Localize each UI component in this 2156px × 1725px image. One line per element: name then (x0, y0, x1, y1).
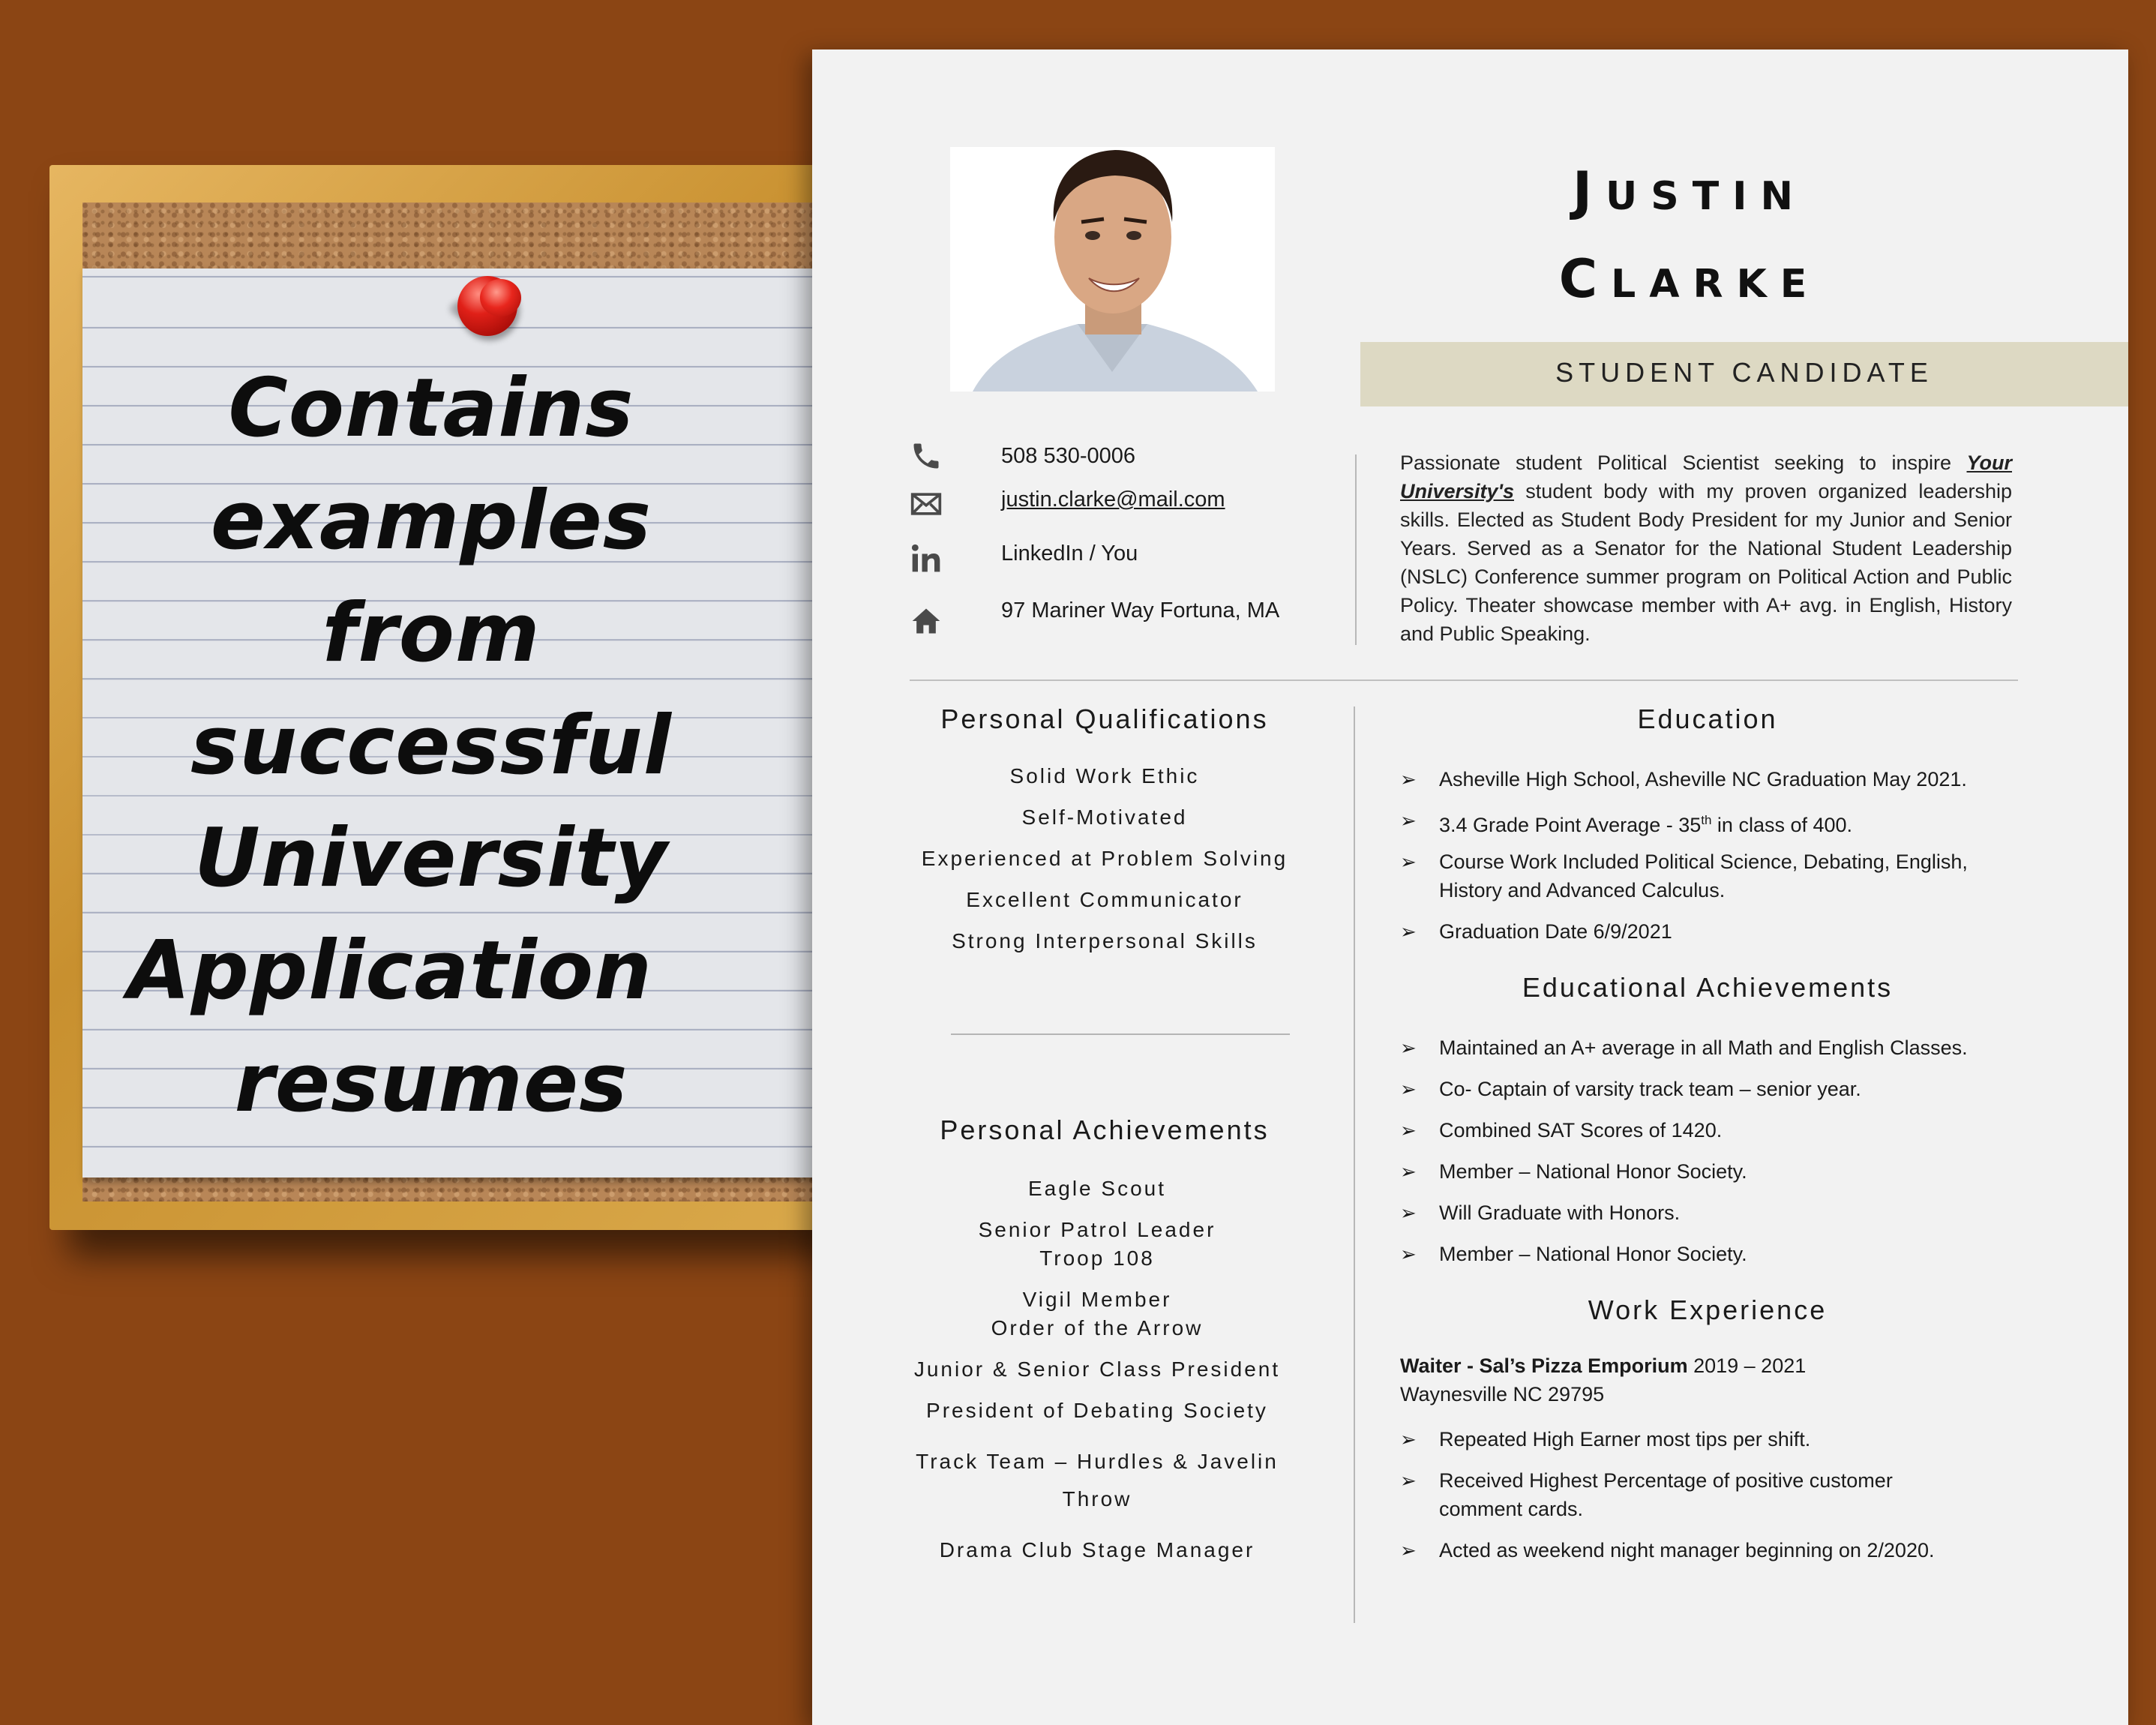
job-location: Waynesville NC 29795 (1400, 1383, 1605, 1406)
achievement-item: Order of the Arrow (991, 1316, 1204, 1340)
arrow-bullet-icon: ➢ (1400, 1202, 1417, 1224)
qualifications-heading: Personal Qualifications (940, 704, 1269, 734)
arrow-bullet-icon: ➢ (1400, 1428, 1417, 1450)
job-years: 2019 – 2021 (1687, 1354, 1807, 1377)
achievement-item: Vigil Member (1022, 1288, 1172, 1311)
email-link[interactable]: justin.clarke@mail.com (1001, 488, 1225, 512)
arrow-bullet-icon: ➢ (1400, 1469, 1417, 1492)
summary-paragraph (1400, 448, 2012, 648)
profile-photo (950, 147, 1275, 392)
qualification-item: Strong Interpersonal Skills (952, 929, 1258, 952)
arrow-bullet-icon: ➢ (1400, 1119, 1417, 1142)
arrow-bullet-icon: ➢ (1400, 1036, 1417, 1059)
arrow-bullet-icon: ➢ (1400, 920, 1417, 943)
achievement-item: Junior & Senior Class President (913, 1358, 1281, 1381)
arrow-bullet-icon: ➢ (1400, 1160, 1417, 1183)
arrow-bullet-icon: ➢ (1400, 768, 1417, 790)
achievement-item: Drama Club Stage Manager (939, 1538, 1255, 1562)
achievement-item: Throw (1062, 1487, 1132, 1510)
home-icon (910, 604, 943, 638)
contact-divider (1355, 454, 1357, 645)
section-divider (910, 680, 2018, 681)
achievement-item: President of Debating Society (926, 1399, 1268, 1422)
qualifications-list (910, 762, 1300, 968)
qualification-item: Experienced at Problem Solving (921, 847, 1288, 870)
arrow-bullet-icon: ➢ (1400, 1243, 1417, 1265)
arrow-bullet-icon: ➢ (1400, 1078, 1417, 1100)
name-last-rest: LARKE (1611, 262, 1821, 307)
candidate-name (1330, 154, 2050, 330)
achievement-item: Troop 108 (1039, 1246, 1155, 1270)
phone-icon (910, 440, 943, 472)
summary-part1: Passionate student Political Scientist seeking to inspire (1400, 452, 1967, 474)
name-first-initial: J (1572, 160, 1606, 222)
arrow-bullet-icon: ➢ (1400, 809, 1417, 832)
note-line: from (322, 586, 541, 680)
education-heading: Education (1637, 704, 1778, 734)
qualification-item: Excellent Communicator (966, 888, 1243, 911)
phone-number: 508 530-0006 (1001, 444, 1135, 468)
qualification-item: Self-Motivated (1021, 806, 1188, 829)
qualifications-underline (951, 1034, 1290, 1035)
summary-part2: student body with my proven organized leadership skills. Elected as Student Body President for my Junior and Senior Years. Served as a Senator for the National Student Leadership (NSLC) Conference summer program on Political Action and Public Policy. Theater showcase member with A+ avg. in English, History and Public Speaking. (1400, 480, 2012, 645)
summary-highlight: Your University's (1400, 452, 2012, 502)
name-first-rest: USTIN (1606, 174, 1807, 219)
note-line: Application (127, 924, 652, 1018)
arrow-bullet-icon: ➢ (1400, 1539, 1417, 1562)
work-heading: Work Experience (1588, 1294, 1828, 1325)
linkedin-icon (910, 542, 943, 574)
note-line: successful (190, 699, 672, 793)
qualification-item: Solid Work Ethic (1009, 764, 1200, 788)
pushpin-head-icon (480, 279, 521, 316)
achievement-item: Eagle Scout (1028, 1177, 1166, 1200)
address-text: 97 Mariner Way Fortuna, MA (1001, 598, 1280, 622)
note-handwritten-text (112, 352, 750, 1140)
envelope-icon (910, 488, 943, 520)
portrait-image (950, 147, 1275, 392)
note-line: resumes (234, 1036, 628, 1130)
edu-achievements-heading: Educational Achievements (1522, 972, 1894, 1003)
column-divider (1354, 706, 1355, 1623)
linkedin-text: LinkedIn / You (1001, 542, 1138, 566)
candidate-title: STUDENT CANDIDATE (1555, 357, 1933, 388)
work-job (1400, 1352, 2015, 1408)
note-line: University (194, 812, 668, 905)
resume-page: JUSTIN CLARKE STUDENT CANDIDATE 508 530-0006 justin.clarke@mail.com LinkedIn / You 97 Mariner Way Fortuna, MA Passionate student Political Scientist seeking to inspire Your University's student body with my proven organized leadership skills. Elected as Student Body President for my Junior and Senior Years. Served as a Senator for the National Student Leadership (NSLC) Conference summer program on Political Action and Public Policy. Theater showcase member with A+ avg. in English, History and Public Speaking. Personal Qualifications Solid Work Ethic Self-Motivated Experienced at Problem Solving Excellent Communicator Strong Interpersonal Skills Personal Achievements Eagle Scout Senior Patrol Leader Troop 108 Vigil Member Order of the Arrow Junior & Senior Class President President of Debating Society Track Team – Hurdles & Javelin Throw Drama Club Stage Manager Education ➢ Asheville High School, Asheville NC Graduation May 2021. ➢ 3.4 Grade Point Average - 35th in class of 400. ➢ Course Work Included Political Science, Debating, English, History and Advanced Calculus. ➢ Graduation Date 6/9/2021 Educational Achievements ➢ Maintained an A+ average in all Math and English Classes. ➢ Co- Captain of varsity track team – senior year. ➢ Combined SAT Scores of 1420. ➢ Member – National Honor Society. ➢ Will Graduate with Honors. ➢ Member – National Honor Society. Work Experience Waiter - Sal’s Pizza Emporium 2019 – 2021 Waynesville NC 29795 ➢ Repeated High Earner most tips per shift. ➢ Received Highest Percentage of positive customer comment cards. ➢ Acted as weekend night manager beginning on 2/2020. (812, 50, 2128, 1725)
achievement-item: Senior Patrol Leader (978, 1218, 1216, 1241)
achievement-item: Track Team – Hurdles & Javelin (916, 1450, 1279, 1473)
arrow-bullet-icon: ➢ (1400, 850, 1417, 873)
achievements-heading: Personal Achievements (940, 1114, 1270, 1145)
job-title: Waiter - Sal’s Pizza Emporium (1400, 1354, 1688, 1377)
note-line: Contains (228, 362, 634, 455)
achievements-list (902, 1174, 1292, 1564)
note-line: examples (210, 474, 652, 568)
name-last-initial: C (1558, 248, 1612, 310)
title-band (1360, 342, 2128, 406)
